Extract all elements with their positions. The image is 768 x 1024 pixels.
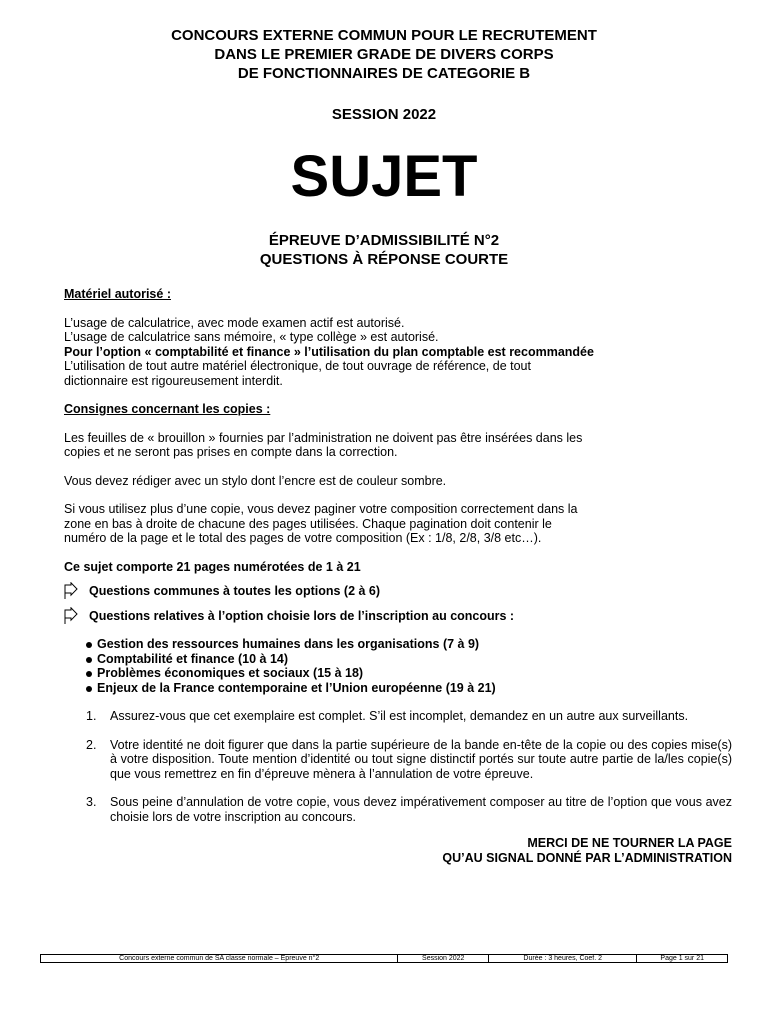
exam-header xyxy=(0,26,768,83)
list-item xyxy=(86,681,732,696)
list-item xyxy=(64,795,732,824)
materiel-text-2: L’usage de calculatrice sans mémoire, « type collège » est autorisé. xyxy=(64,330,439,344)
footer-concours: Concours externe commun de SA classe normale – Epreuve n°2 xyxy=(41,955,398,962)
session-label: SESSION 2022 xyxy=(331,106,437,123)
footer-table xyxy=(40,954,728,963)
exam-subtitle-line-1: ÉPREUVE D’ADMISSIBILITÉ N°2 xyxy=(268,232,500,249)
exam-subtitle xyxy=(0,231,768,269)
consignes-text-1b: copies et ne seront pas prises en compte dans la correction. xyxy=(64,445,398,459)
bullet-icon xyxy=(86,686,92,692)
option-label: Gestion des ressources humaines dans les organisations (7 à 9) xyxy=(97,637,480,651)
item-text: Votre identité ne doit figurer que dans la partie supérieure de la bande en-tête de la copie ou des copies mise(s) à votre disposition. Toute mention d’identité ou tout signe distinctif portés sur toute autre partie de la/les copie(s) que vous remettrez en fin d’épreuve mènera à l’annulation de votre épreuve. xyxy=(110,737,732,781)
materiel-text-4a: L’utilisation de tout autre matériel électronique, de tout ouvrage de référence, de tout xyxy=(64,359,531,373)
bullet-icon xyxy=(86,657,92,663)
arrow-pointer-icon xyxy=(64,582,78,600)
materiel-text-3: Pour l’option « comptabilité et finance » l’utilisation du plan comptable est recommandée xyxy=(64,344,594,359)
item-number: 3. xyxy=(86,795,97,809)
header-line-2: DANS LE PREMIER GRADE DE DIVERS CORPS xyxy=(214,46,554,63)
instruction-list xyxy=(64,709,732,824)
footer-session: Session 2022 xyxy=(398,955,489,962)
instructions-body xyxy=(64,287,732,865)
list-item xyxy=(86,652,732,667)
option-label: Problèmes économiques et sociaux (15 à 18) xyxy=(97,666,364,680)
bullet-icon xyxy=(86,642,92,648)
exam-subtitle-line-2: QUESTIONS À RÉPONSE COURTE xyxy=(259,251,509,268)
page-title: SUJET xyxy=(290,144,478,209)
option-label: Enjeux de la France contemporaine et l’Union européenne (19 à 21) xyxy=(97,680,496,695)
consignes-text-3b: zone en bas à droite de chacune des pages utilisées. Chaque pagination doit contenir le xyxy=(64,516,552,531)
arrow-item-common xyxy=(64,584,732,599)
materiel-text-4b: dictionnaire est rigoureusement interdit. xyxy=(64,373,283,388)
footer-duree: Durée : 3 heures, Coef. 2 xyxy=(489,955,637,962)
merci-line-2: QU’AU SIGNAL DONNÉ PAR L’ADMINISTRATION xyxy=(442,850,732,865)
arrow-pointer-icon xyxy=(64,607,78,625)
consignes-text-2: Vous devez rédiger avec un stylo dont l’encre est de couleur sombre. xyxy=(64,473,447,488)
list-item xyxy=(86,637,732,652)
item-number: 2. xyxy=(86,737,97,752)
footer-page: Page 1 sur 21 xyxy=(660,955,704,962)
materiel-text-1: L’usage de calculatrice, avec mode examen actif est autorisé. xyxy=(64,315,405,330)
header-line-1: CONCOURS EXTERNE COMMUN POUR LE RECRUTEMENT xyxy=(171,27,597,44)
item-text: Assurez-vous que cet exemplaire est complet. S’il est incomplet, demandez en un autre aux surveillants. xyxy=(110,709,689,723)
merci-line-1: MERCI DE NE TOURNER LA PAGE xyxy=(527,836,732,850)
option-label: Comptabilité et finance (10 à 14) xyxy=(97,651,289,666)
arrow-item-common-label: Questions communes à toutes les options (2 à 6) xyxy=(89,584,381,598)
bullet-icon xyxy=(86,671,92,677)
merci-notice xyxy=(64,836,732,865)
arrow-item-option xyxy=(64,609,732,624)
materiel-heading: Matériel autorisé : xyxy=(64,287,171,301)
consignes-text-1a: Les feuilles de « brouillon » fournies par l’administration ne doivent pas être insérées dans les xyxy=(64,430,583,445)
consignes-heading: Consignes concernant les copies : xyxy=(64,402,271,416)
list-item xyxy=(64,709,732,724)
arrow-item-option-label: Questions relatives à l’option choisie lors de l’inscription au concours : xyxy=(89,608,515,623)
list-item xyxy=(64,738,732,782)
consignes-text-3a: Si vous utilisez plus d’une copie, vous devez paginer votre composition correctement dans la xyxy=(64,502,578,516)
item-text: Sous peine d’annulation de votre copie, vous devez impérativement composer au titre de l’option que vous avez choisie lors de votre inscription au concours. xyxy=(110,795,732,824)
header-line-3: DE FONCTIONNAIRES DE CATEGORIE B xyxy=(237,65,531,82)
consignes-text-3c: numéro de la page et le total des pages de votre composition (Ex : 1/8, 2/8, 3/8 etc…). xyxy=(64,531,542,545)
pages-info: Ce sujet comporte 21 pages numérotées de 1 à 21 xyxy=(64,559,361,574)
list-item xyxy=(86,666,732,681)
item-number: 1. xyxy=(86,709,97,723)
option-list xyxy=(64,637,732,695)
